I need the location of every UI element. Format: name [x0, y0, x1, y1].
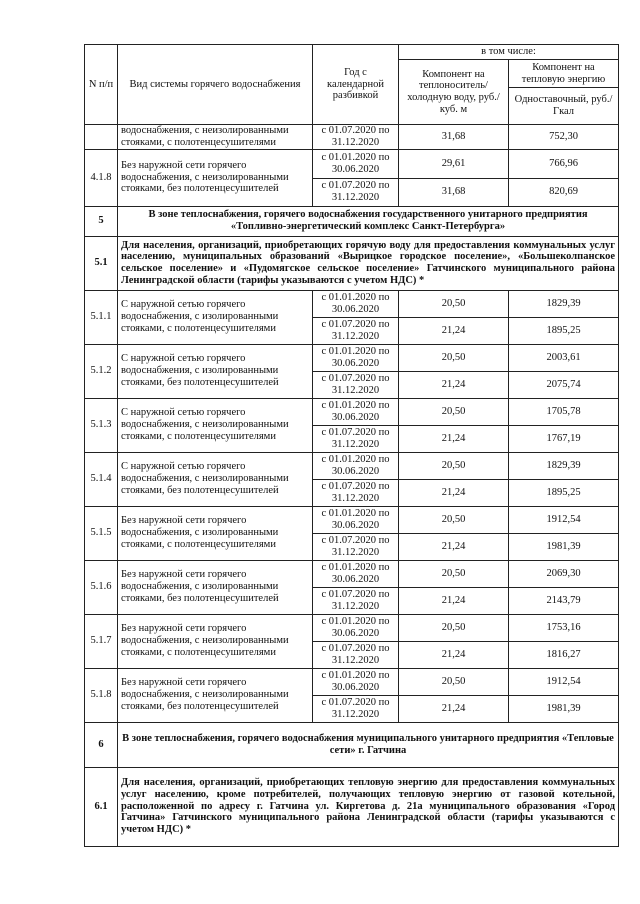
heat-component: 1829,39	[509, 452, 619, 479]
water-component: 21,24	[399, 317, 509, 344]
section-title: В зоне теплоснабжения, горячего водоснабжения муниципального унитарного предприятия «Тепловые сети» г. Гатчина	[118, 722, 619, 767]
subsection-text: Для населения, организаций, приобретающих горячую воду для предоставления коммунальных услуг населению, муниципальных образований «Вырицкое городское поселение», «Большеколпанское сельское поселение» и «Пудомягское сельское поселение» Гатчинского муниципального района Ленинградской области (тарифы указываются с учетом НДС) *	[118, 236, 619, 290]
water-component: 31,68	[399, 125, 509, 150]
section-id: 6	[85, 722, 118, 767]
header-year: Год с календарной разбивкой	[313, 45, 399, 125]
water-component: 21,24	[399, 641, 509, 668]
heat-component: 2003,61	[509, 344, 619, 371]
heat-component: 1895,25	[509, 317, 619, 344]
header-comp1: Компонент на теплоноситель/ холодную воду, руб./куб. м	[399, 60, 509, 125]
system-name: Без наружной сети горячего водоснабжения, с изолированными стояками, с полотенцесушителями	[118, 506, 313, 560]
table-row	[85, 398, 619, 425]
period: с 01.07.2020 по 31.12.2020	[313, 317, 399, 344]
subsection-id: 6.1	[85, 767, 118, 846]
period: с 01.01.2020 по 30.06.2020	[313, 506, 399, 533]
subsection-row	[85, 236, 619, 290]
heat-component: 2143,79	[509, 587, 619, 614]
row-id: 5.1.3	[85, 398, 118, 452]
header-num: N п/п	[85, 45, 118, 125]
items-group	[85, 290, 619, 722]
row-id: 5.1.5	[85, 506, 118, 560]
water-component: 21,24	[399, 695, 509, 722]
water-component: 20,50	[399, 668, 509, 695]
heat-component: 1753,16	[509, 614, 619, 641]
header-system: Вид системы горячего водоснабжения	[118, 45, 313, 125]
water-component: 21,24	[399, 479, 509, 506]
heat-component: 1895,25	[509, 479, 619, 506]
table-row	[85, 668, 619, 695]
system-name: Без наружной сети горячего водоснабжения, с неизолированными стояками, без полотенцесушителей	[118, 149, 313, 206]
row-num-empty	[85, 125, 118, 150]
heat-component: 1981,39	[509, 695, 619, 722]
heat-component: 1816,27	[509, 641, 619, 668]
row-id: 5.1.7	[85, 614, 118, 668]
period: с 01.07.2020 по 31.12.2020	[313, 533, 399, 560]
period: с 01.07.2020 по 31.12.2020	[313, 371, 399, 398]
section-six-group	[85, 722, 619, 846]
water-component: 20,50	[399, 344, 509, 371]
heat-component: 2069,30	[509, 560, 619, 587]
water-component: 20,50	[399, 506, 509, 533]
water-component: 20,50	[399, 290, 509, 317]
header-incl: в том числе:	[399, 45, 619, 60]
period: с 01.01.2020 по 30.06.2020	[313, 149, 399, 178]
header-row	[85, 45, 619, 60]
header-comp2: Компонент на тепловую энергию	[509, 60, 619, 88]
table-row	[85, 560, 619, 587]
period: с 01.07.2020 по 31.12.2020	[313, 425, 399, 452]
section-row	[85, 206, 619, 236]
heat-component: 820,69	[509, 178, 619, 206]
period: с 01.07.2020 по 31.12.2020	[313, 479, 399, 506]
row-id: 5.1.4	[85, 452, 118, 506]
section-id: 5	[85, 206, 118, 236]
subsection-row	[85, 767, 619, 846]
system-name: С наружной сетью горячего водоснабжения, с неизолированными стояками, с полотенцесушителями	[118, 398, 313, 452]
water-component: 31,68	[399, 178, 509, 206]
table-row	[85, 614, 619, 641]
section-row	[85, 722, 619, 767]
system-name: Без наружной сети горячего водоснабжения, с неизолированными стояками, без полотенцесушителей	[118, 668, 313, 722]
table-row	[85, 125, 619, 150]
water-component: 21,24	[399, 425, 509, 452]
table-row	[85, 506, 619, 533]
water-component: 29,61	[399, 149, 509, 178]
period: с 01.01.2020 по 30.06.2020	[313, 560, 399, 587]
heat-component: 1705,78	[509, 398, 619, 425]
water-component: 20,50	[399, 560, 509, 587]
system-name: С наружной сетью горячего водоснабжения, с изолированными стояками, с полотенцесушителями	[118, 290, 313, 344]
water-component: 20,50	[399, 452, 509, 479]
system-name: водоснабжения, с неизолированными стояками, с полотенцесушителями	[118, 125, 313, 150]
period: с 01.07.2020 по 31.12.2020	[313, 587, 399, 614]
system-name: Без наружной сети горячего водоснабжения, с неизолированными стояками, с полотенцесушителями	[118, 614, 313, 668]
period: с 01.07.2020 по 31.12.2020	[313, 641, 399, 668]
table-row	[85, 290, 619, 317]
period: с 01.07.2020 по 31.12.2020	[313, 178, 399, 206]
row-id: 5.1.8	[85, 668, 118, 722]
table-row	[85, 344, 619, 371]
row-id: 4.1.8	[85, 149, 118, 206]
tariff-table	[84, 44, 619, 847]
heat-component: 1829,39	[509, 290, 619, 317]
heat-component: 766,96	[509, 149, 619, 178]
section-title: В зоне теплоснабжения, горячего водоснабжения государственного унитарного предприятия «Топливно-энергетический комплекс Санкт-Петербурга»	[118, 206, 619, 236]
row-id: 5.1.6	[85, 560, 118, 614]
period: с 01.01.2020 по 30.06.2020	[313, 398, 399, 425]
header-rate: Одноставочный, руб./Гкал	[509, 88, 619, 125]
row-id: 5.1.1	[85, 290, 118, 344]
water-component: 21,24	[399, 587, 509, 614]
subsection-id: 5.1	[85, 236, 118, 290]
heat-component: 2075,74	[509, 371, 619, 398]
system-name: С наружной сетью горячего водоснабжения, с неизолированными стояками, без полотенцесушителей	[118, 452, 313, 506]
water-component: 21,24	[399, 371, 509, 398]
water-component: 20,50	[399, 398, 509, 425]
heat-component: 1767,19	[509, 425, 619, 452]
water-component: 21,24	[399, 533, 509, 560]
period: с 01.01.2020 по 30.06.2020	[313, 290, 399, 317]
system-name: С наружной сетью горячего водоснабжения, с изолированными стояками, без полотенцесушителей	[118, 344, 313, 398]
heat-component: 752,30	[509, 125, 619, 150]
table-row	[85, 149, 619, 178]
period: с 01.01.2020 по 30.06.2020	[313, 452, 399, 479]
period: с 01.01.2020 по 30.06.2020	[313, 614, 399, 641]
water-component: 20,50	[399, 614, 509, 641]
heat-component: 1912,54	[509, 506, 619, 533]
subsection-text: Для населения, организаций, приобретающих тепловую энергию для предоставления коммунальных услуг населению, кроме потребителей, получающих тепловую энергию от газовой котельной, расположенной по адресу г. Гатчина ул. Киргетова д. 21а муниципального образования «Город Гатчина» Гатчинского муниципального района Ленинградской области (тарифы указываются с учетом НДС) *	[118, 767, 619, 846]
table-row	[85, 452, 619, 479]
system-name: Без наружной сети горячего водоснабжения, с изолированными стояками, без полотенцесушителей	[118, 560, 313, 614]
period: с 01.01.2020 по 30.06.2020	[313, 668, 399, 695]
heat-component: 1912,54	[509, 668, 619, 695]
period: с 01.07.2020 по 31.12.2020	[313, 695, 399, 722]
period: с 01.07.2020 по 31.12.2020	[313, 125, 399, 150]
period: с 01.01.2020 по 30.06.2020	[313, 344, 399, 371]
row-id: 5.1.2	[85, 344, 118, 398]
heat-component: 1981,39	[509, 533, 619, 560]
